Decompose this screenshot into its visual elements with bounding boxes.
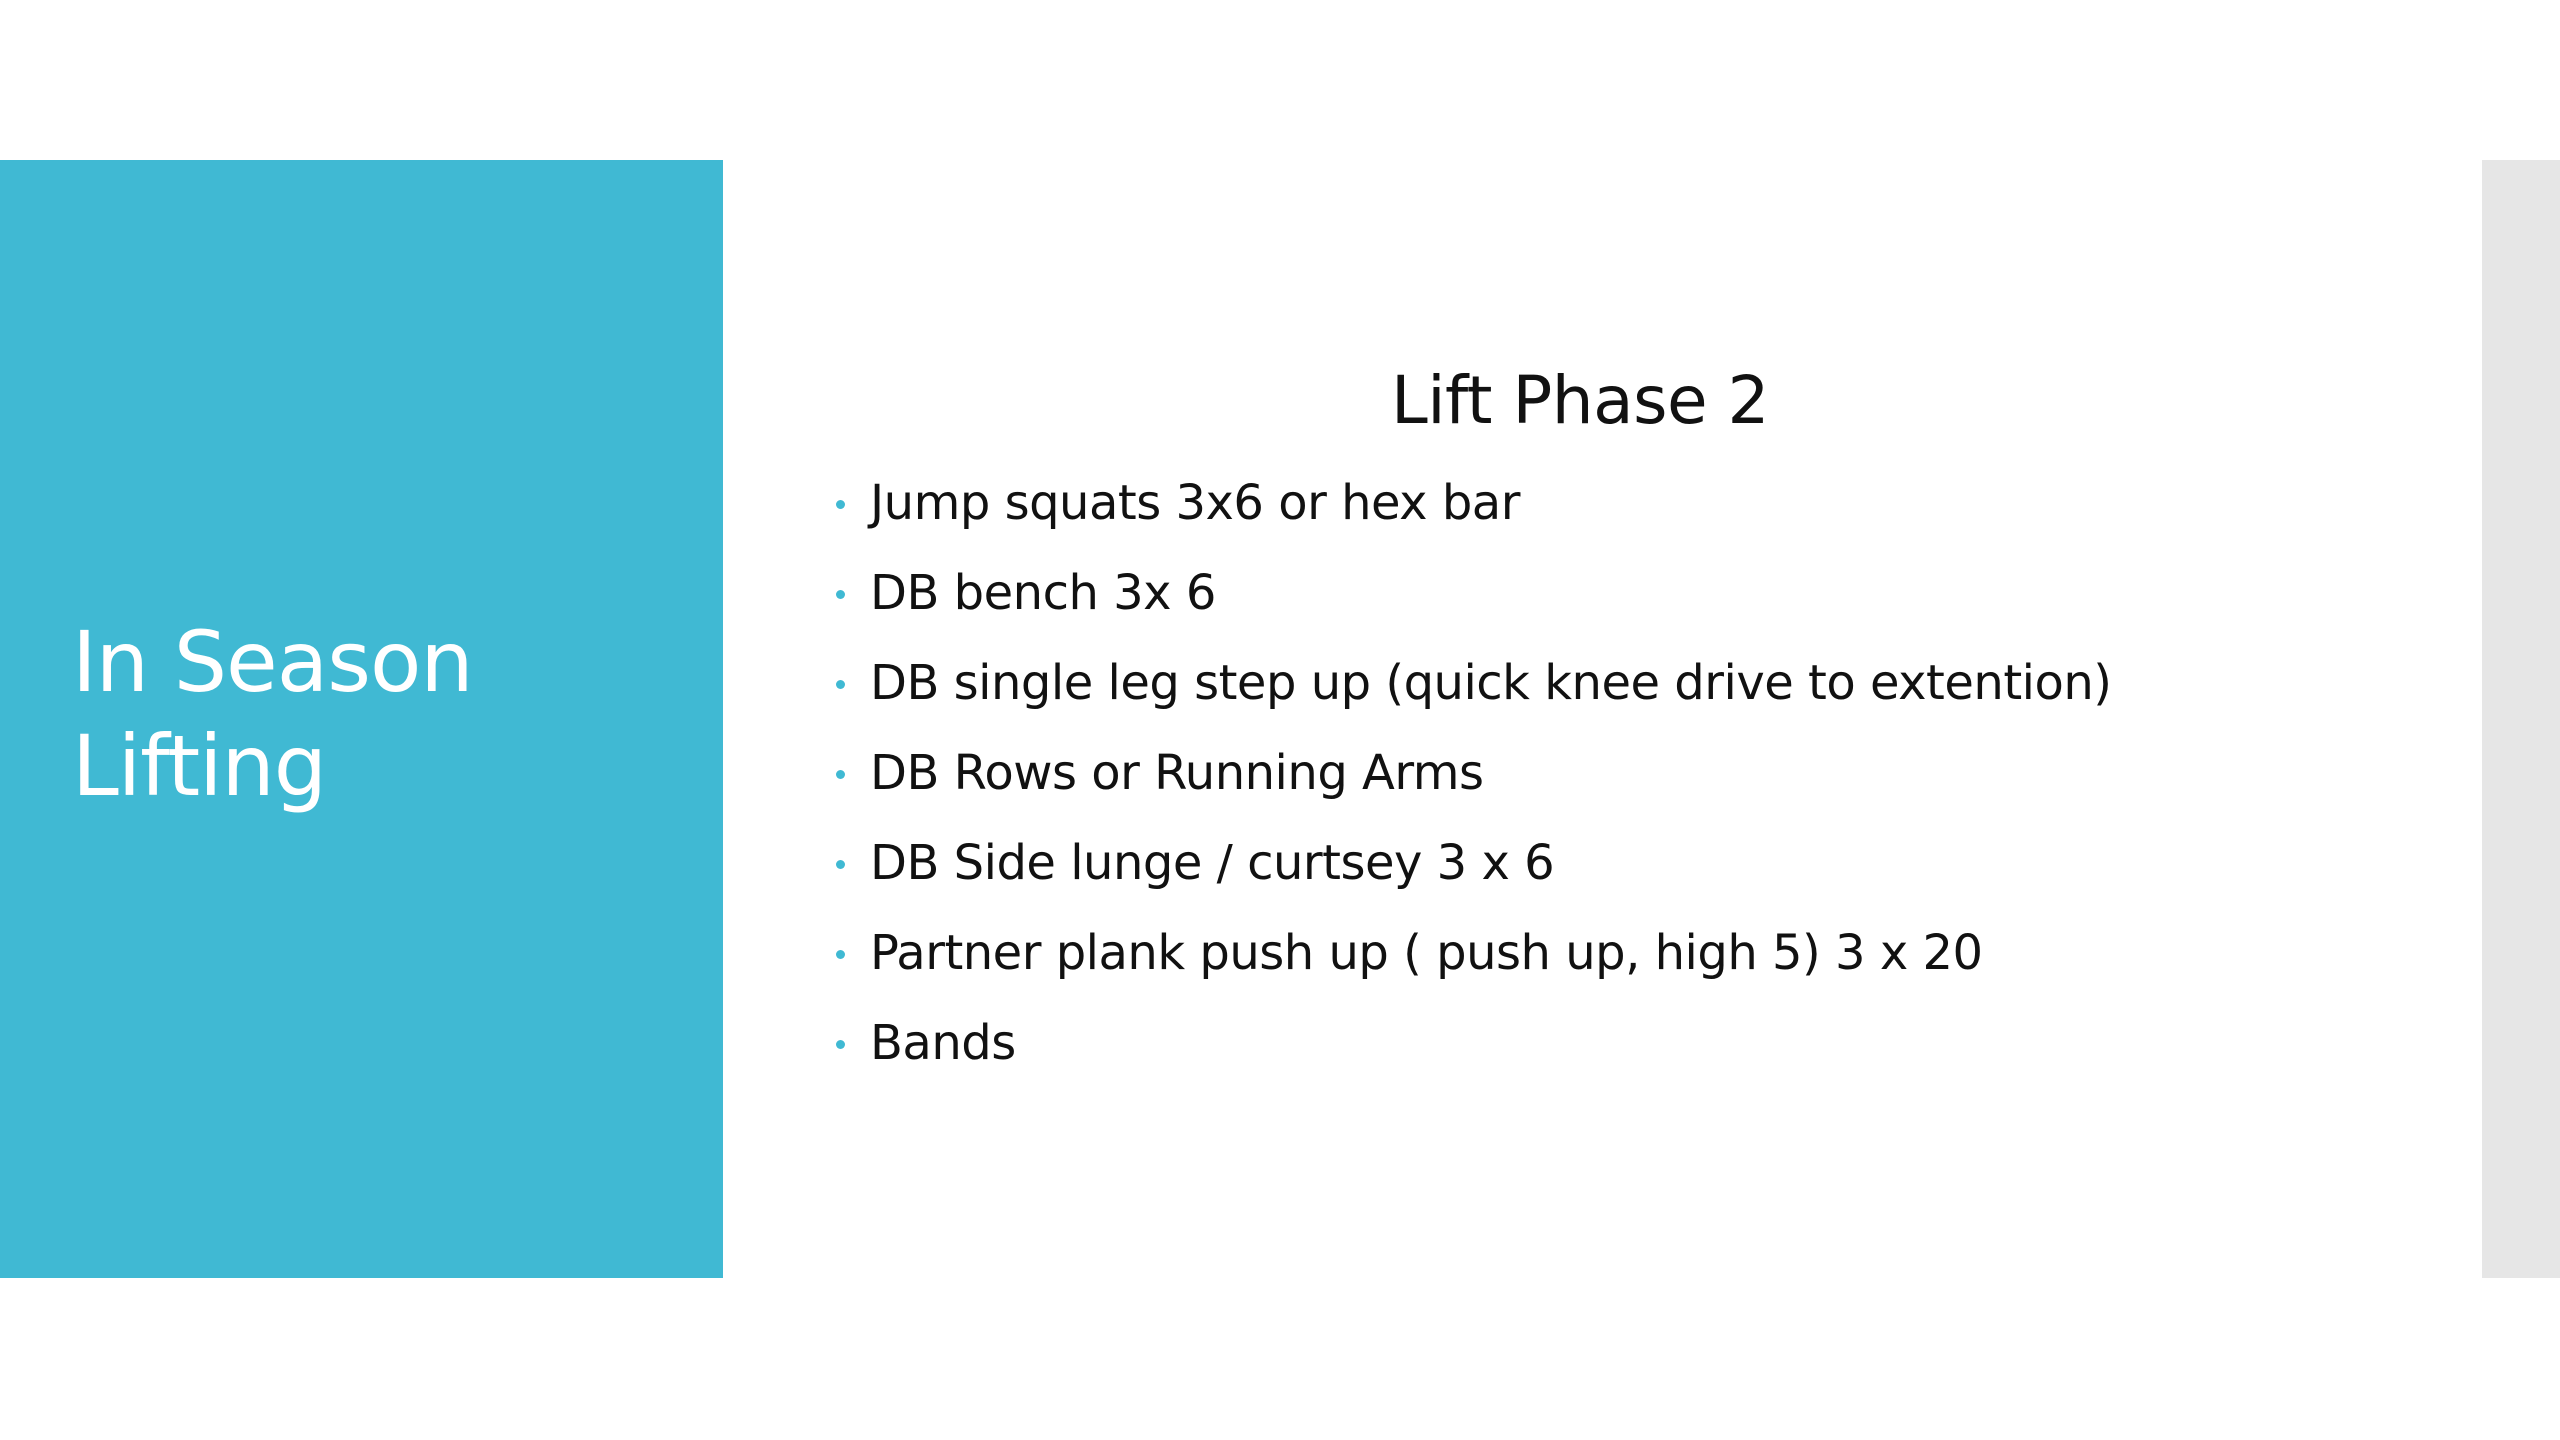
bullet-text: DB Rows or Running Arms <box>870 745 1484 801</box>
bullet-text: Bands <box>870 1015 1016 1071</box>
bullet-dot-icon <box>836 1040 845 1049</box>
bullet-text: DB Side lunge / curtsey 3 x 6 <box>870 835 1555 891</box>
section-title <box>72 610 692 818</box>
bullet-text: Partner plank push up ( push up, high 5) 3 x 20 <box>870 925 1983 981</box>
bullet-text: DB single leg step up (quick knee drive to extention) <box>870 655 2112 711</box>
section-title-line-1: In Season <box>72 613 473 711</box>
bullet-text: DB bench 3x 6 <box>870 565 1216 621</box>
bullet-dot-icon <box>836 590 845 599</box>
bullet-dot-icon <box>836 950 845 959</box>
bullet-item <box>830 468 2430 558</box>
content-title: Lift Phase 2 <box>1390 362 1770 439</box>
bullet-list <box>830 468 2430 1098</box>
bullet-dot-icon <box>836 500 845 509</box>
section-title-line-2: Lifting <box>72 717 327 815</box>
bullet-dot-icon <box>836 680 845 689</box>
bullet-item <box>830 738 2430 828</box>
bullet-item <box>830 558 2430 648</box>
bullet-item <box>830 918 2430 1008</box>
decorative-side-strip <box>2482 160 2560 1278</box>
bullet-dot-icon <box>836 860 845 869</box>
bullet-dot-icon <box>836 770 845 779</box>
bullet-item <box>830 648 2430 738</box>
bullet-text: Jump squats 3x6 or hex bar <box>870 475 1520 531</box>
bullet-item <box>830 828 2430 918</box>
bullet-item <box>830 1008 2430 1098</box>
